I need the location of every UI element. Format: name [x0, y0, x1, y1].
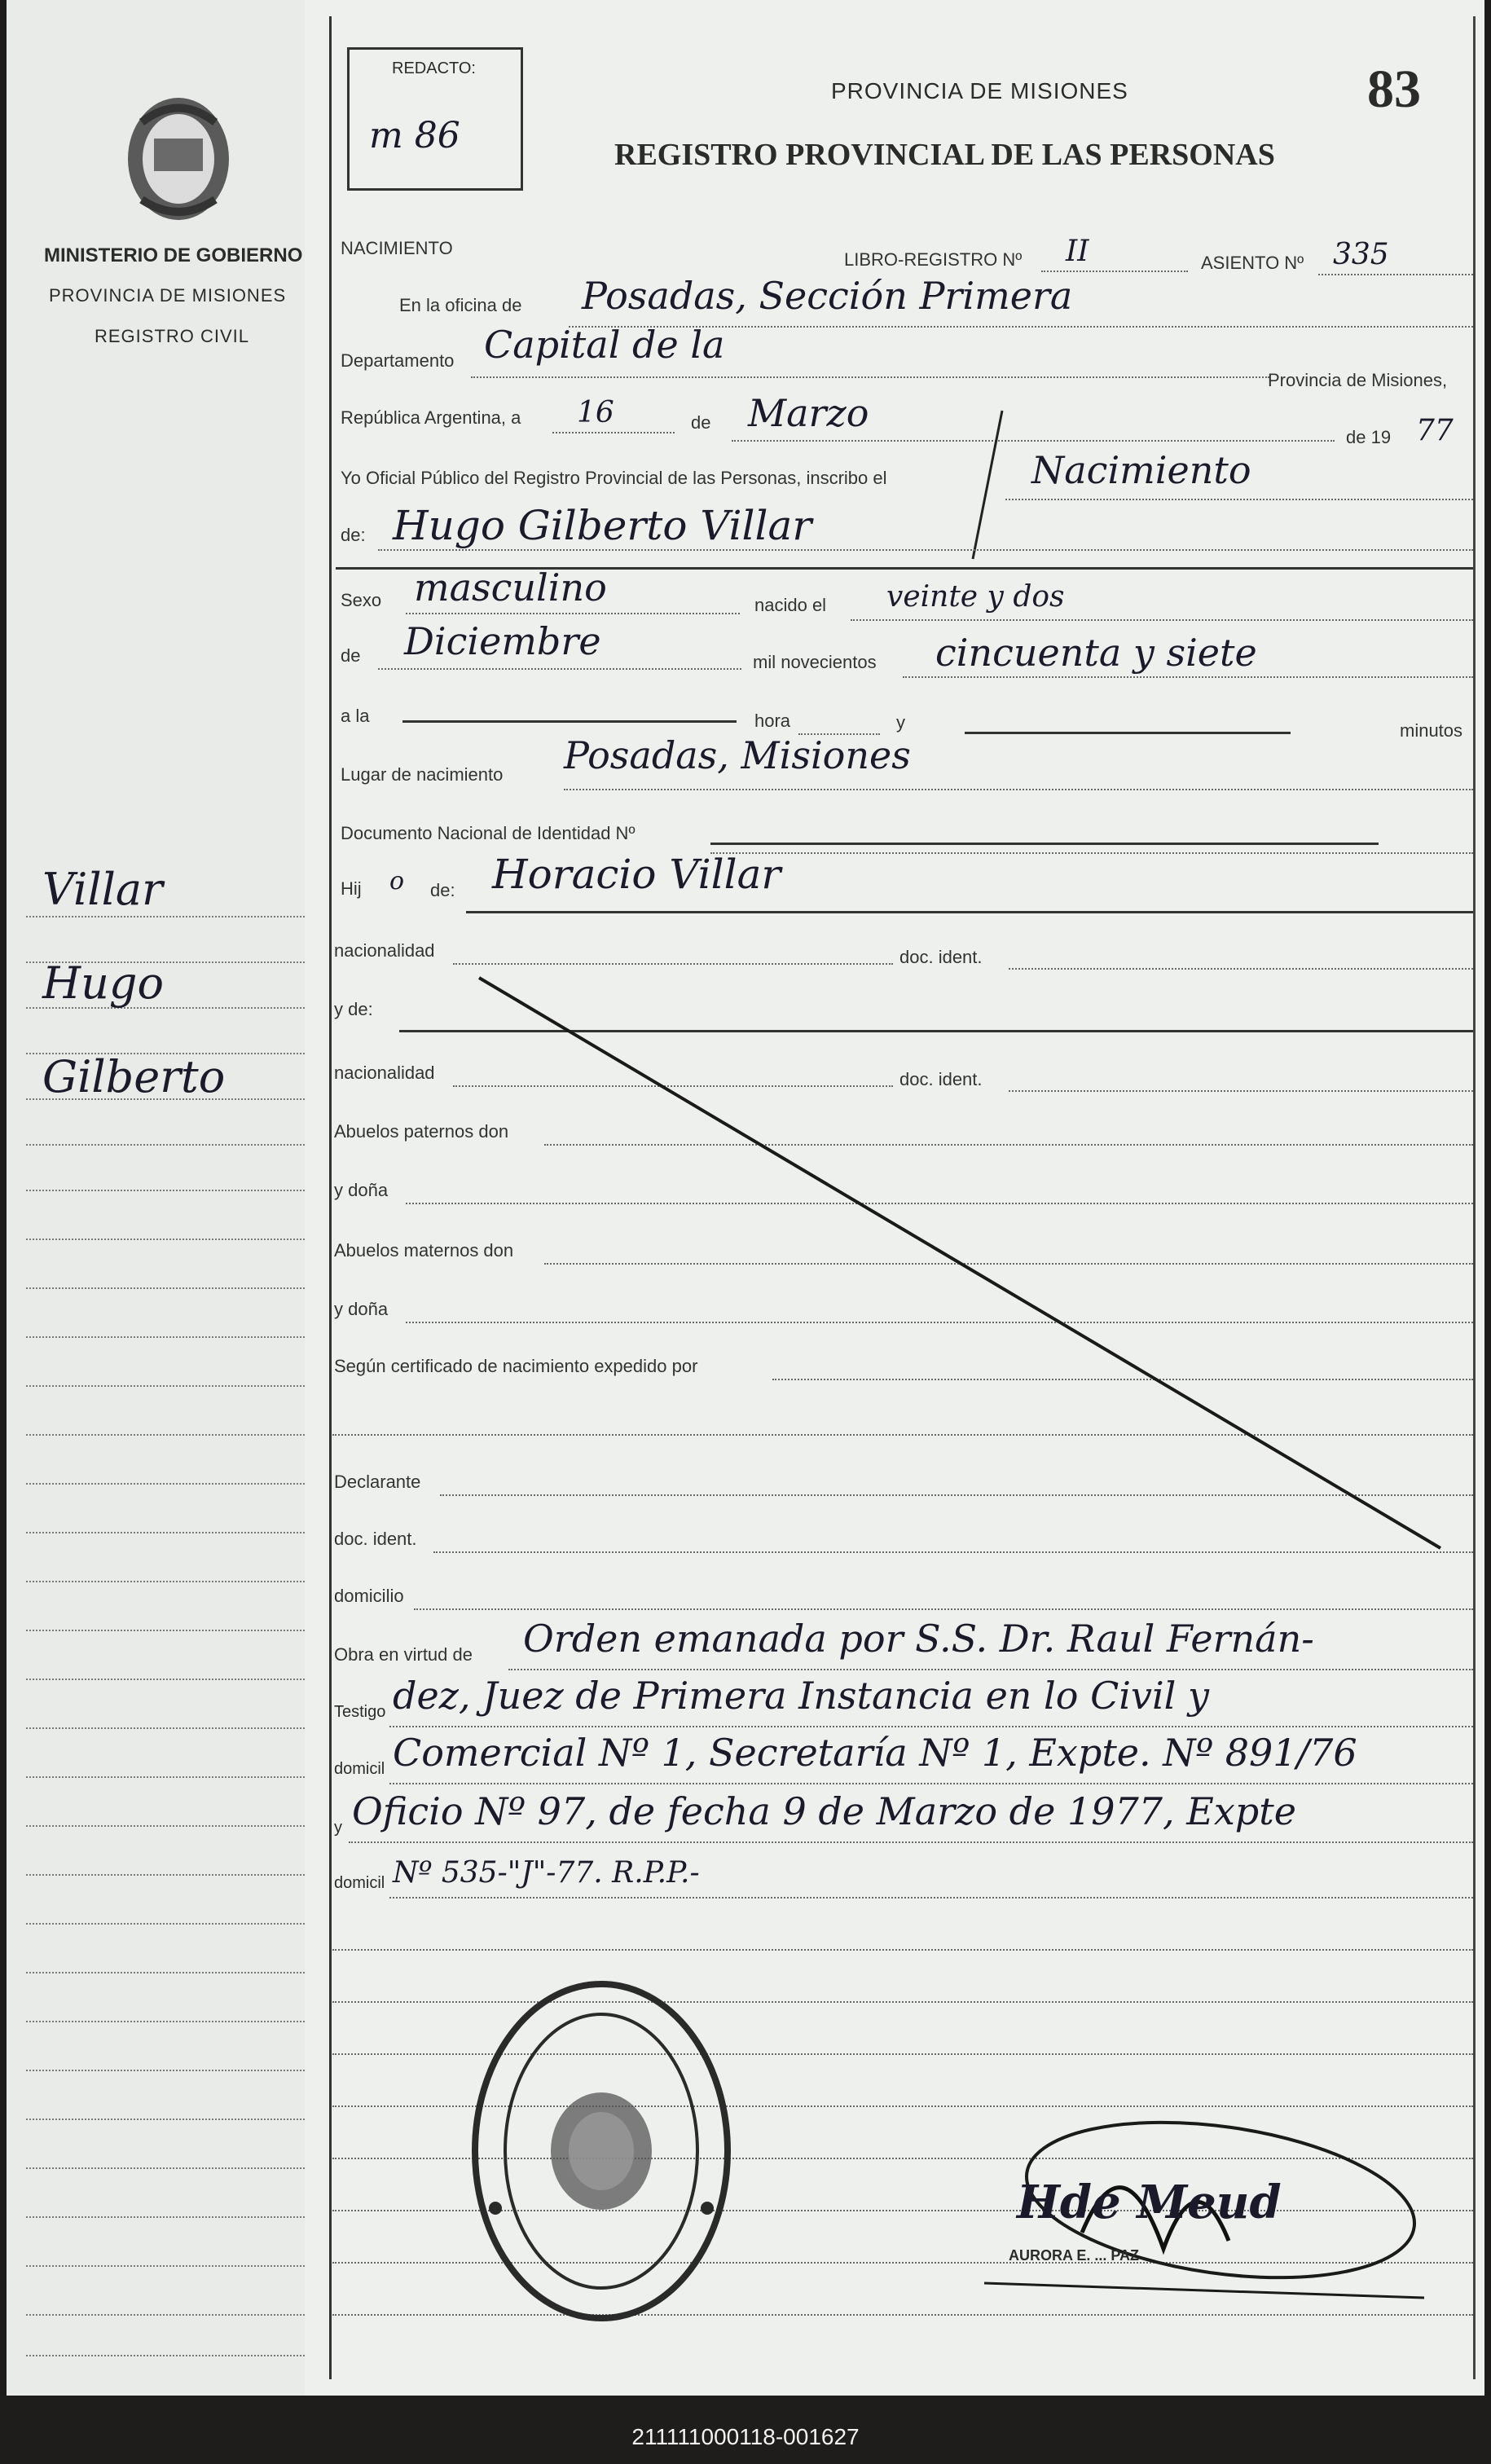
docident-2-label: doc. ident. [899, 1069, 983, 1089]
abuela-materna-label: y doña [334, 1299, 389, 1319]
sexo-label: Sexo [341, 590, 382, 610]
dni-dash [710, 843, 1379, 845]
ala-label: a la [341, 706, 370, 726]
stub-column [7, 0, 305, 2396]
hora-dash [402, 720, 737, 723]
stub-surname: Villar [42, 864, 163, 915]
redacto-label: REDACTO: [392, 59, 476, 77]
padre-value: Horacio Villar [492, 851, 781, 898]
nombre-de-label: de: [341, 525, 366, 545]
section-label-nacimiento: NACIMIENTO [341, 238, 453, 258]
y-label: y [896, 712, 905, 733]
lugar-label: Lugar de nacimiento [341, 764, 504, 785]
declarante-label: Declarante [334, 1472, 421, 1492]
minutos-dash [965, 732, 1291, 734]
page-title: REGISTRO PROVINCIAL DE LAS PERSONAS [614, 138, 1275, 172]
header-province: PROVINCIA DE MISIONES [831, 78, 1128, 103]
sexo-value: masculino [414, 565, 607, 609]
stub-ministry: MINISTERIO DE GOBIERNO [44, 244, 303, 266]
fecha-anio-label: de 19 [1346, 427, 1392, 447]
official-seal [463, 1972, 740, 2330]
obra-line-2: dez, Juez de Primera Instancia en lo Civil y [393, 1674, 1210, 1718]
stub-province: PROVINCIA DE MISIONES [49, 285, 287, 306]
acto-value: Nacimiento [1031, 448, 1251, 492]
lugar-value: Posadas, Misiones [564, 733, 911, 777]
testigo-label: Testigo [334, 1703, 386, 1721]
obra-line-5: Nº 535-"J"-77. R.P.P.- [393, 1856, 700, 1890]
fecha-dia-value: 16 [577, 396, 614, 429]
hij-label: Hij [341, 878, 362, 899]
nombre-value: Hugo Gilberto Villar [393, 502, 812, 549]
nacido-dia-value: veinte y dos [886, 580, 1065, 614]
nacido-label: nacido el [754, 595, 827, 615]
nacido-anio-value: cincuenta y siete [935, 631, 1257, 675]
page-right-border [1473, 16, 1476, 2379]
oficina-label: En la oficina de [399, 295, 522, 315]
page-number: 83 [1367, 59, 1421, 119]
nacido-mes-value: Diciembre [404, 619, 601, 663]
testigo-domicilio-label: domicil [334, 1760, 385, 1778]
testigo-y-label: y [334, 1819, 342, 1837]
hij-suffix: o [389, 867, 405, 895]
nacido-de-label: de [341, 645, 361, 666]
fecha-mes-value: Marzo [748, 391, 869, 435]
signature-subtitle: AURORA E. ... PAZ [1009, 2247, 1140, 2264]
signature-text: Hde Meud [1017, 2176, 1282, 2229]
nacionalidad-2-label: nacionalidad [334, 1063, 435, 1083]
abuelos-maternos-label: Abuelos maternos don [334, 1240, 514, 1261]
dni-label: Documento Nacional de Identidad Nº [341, 823, 636, 843]
docident-label: doc. ident. [899, 947, 983, 967]
testigo-domicilio-2-label: domicil [334, 1874, 385, 1892]
libro-label: LIBRO-REGISTRO Nº [844, 249, 1023, 270]
obra-line-1: Orden emanada por S.S. Dr. Raul Fernán- [523, 1617, 1314, 1661]
stub-name-second: Gilberto [42, 1051, 226, 1102]
provincia-suffix: Provincia de Misiones, [1268, 370, 1448, 390]
fecha-de-label: de [691, 412, 711, 433]
declarante-docident-label: doc. ident. [334, 1529, 417, 1549]
stub-registry: REGISTRO CIVIL [95, 326, 250, 346]
abuelos-paternos-label: Abuelos paternos don [334, 1121, 509, 1142]
asiento-label: ASIENTO Nº [1201, 253, 1304, 273]
fecha-anio-value: 77 [1416, 414, 1454, 447]
republica-label: República Argentina, a [341, 407, 521, 428]
column-divider [329, 16, 332, 2379]
hora-label: hora [754, 711, 791, 731]
redacto-value: m 86 [369, 115, 460, 156]
minutos-label: minutos [1400, 720, 1463, 741]
departamento-value: Capital de la [484, 323, 725, 367]
obra-line-4: Oficio Nº 97, de fecha 9 de Marzo de 1977, Expte [352, 1789, 1296, 1833]
nacionalidad-label: nacionalidad [334, 940, 435, 961]
declarante-domicilio-label: domicilio [334, 1586, 404, 1606]
oficina-value: Posadas, Sección Primera [582, 274, 1073, 318]
obra-line-3: Comercial Nº 1, Secretaría Nº 1, Expte. Nº 891/76 [393, 1731, 1357, 1775]
asiento-value: 335 [1333, 238, 1389, 271]
coat-of-arms-emblem [117, 90, 240, 228]
stub-name-first: Hugo [42, 957, 164, 1009]
document-code: 211111000118-001627 [631, 2424, 860, 2449]
madre-de-label: y de: [334, 999, 373, 1019]
yo-oficial-label: Yo Oficial Público del Registro Provincial de las Personas, inscribo el [341, 468, 887, 488]
cancellation-diagonal [471, 970, 1449, 1556]
segun-certificado-label: Según certificado de nacimiento expedido por [334, 1356, 698, 1376]
document-page [7, 0, 1484, 2396]
abuela-paterna-label: y doña [334, 1180, 389, 1200]
padre-rule [466, 911, 1473, 913]
slash-mark [968, 407, 1009, 562]
libro-value: II [1066, 235, 1089, 268]
departamento-label: Departamento [341, 350, 455, 371]
padre-de-label: de: [430, 880, 455, 900]
redacto-box [347, 47, 523, 191]
obra-label: Obra en virtud de [334, 1644, 473, 1665]
mil-novecientos-label: mil novecientos [753, 652, 877, 672]
